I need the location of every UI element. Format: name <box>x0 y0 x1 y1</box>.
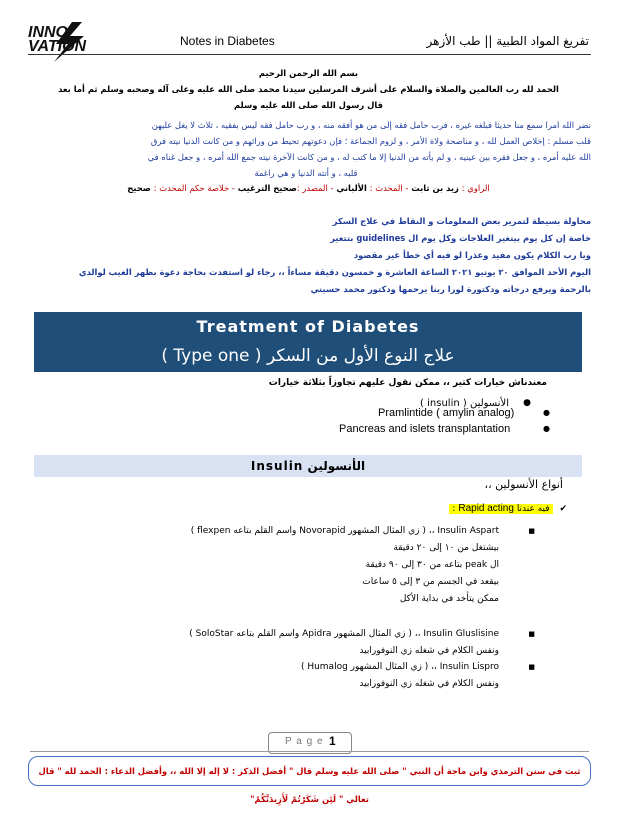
innovation-logo <box>10 22 122 62</box>
hadith-reference <box>0 183 617 193</box>
bullet-icon: ● <box>523 398 531 408</box>
types-heading: أنواع الأنسولين ،، <box>484 478 563 491</box>
hadith-text <box>21 117 591 181</box>
logo-line1: INNO <box>28 24 68 41</box>
note-line: اليوم الأحد الموافق ٢٠ يونيو ٢٠٢١ الساعة العاشرة و خمسون دقيقة مساءاً ،، رجاء لو استفدت بحاجة دعوة بظهر الغيب لوالدي <box>78 267 591 277</box>
note-line: خاصة إن كل يوم بيتغير العلاجات وكل يوم ال guidelines بتتغير <box>330 233 591 243</box>
square-bullet-icon: ■ <box>528 630 535 638</box>
note-line: محاولة بسيطة لتمرير بعض المعلومات و النقاط في علاج السكر <box>332 216 591 226</box>
note-line: ويا رب الكلام يكون مفيد وعذرا لو فيه أي خطأ غير مقصود <box>353 250 591 260</box>
option-item: ● الأنسولين ( insulin ) <box>420 395 509 412</box>
page-number: 1 <box>329 734 336 748</box>
ruling: صحيح <box>127 183 154 193</box>
insulin-detail: ممكن يتأخد في بداية الأكل <box>399 594 499 604</box>
rapid-acting-highlight: فيه عندنا Rapid acting : <box>449 504 552 514</box>
insulin-item-head: ■ Insulin Lispro ،، ( زي المثال المشهور Humalog ) <box>99 659 499 676</box>
bullet-icon: ● <box>543 408 550 417</box>
source: صحيح الترغيب <box>234 183 297 193</box>
option-item: Pramlintide ( amylin analog) <box>378 407 515 419</box>
insulin-item-head: ■ Insulin Gluslisine ،، ( زي المثال المشهور Apidra واسم القلم بتاعه SoloStar ) <box>79 626 499 643</box>
square-bullet-icon: ■ <box>528 527 535 535</box>
insulin-item-lispro <box>99 659 535 693</box>
muhaddith: الألباني <box>333 183 370 193</box>
footer-divider <box>30 751 589 752</box>
check-icon: ✔ <box>559 504 567 514</box>
header-divider <box>28 54 591 55</box>
note-line: بالرحمة ويرفع درجاته ودكتورة لورا ربنا يرحمها ودكتور محمد حسيني <box>310 284 591 294</box>
insulin-detail: ونفس الكلام في شغله زي النوفورابيد <box>359 646 499 656</box>
banner-title-en: Treatment of Diabetes <box>34 312 582 342</box>
intro-line1: الحمد لله رب العالمين والصلاة والسلام على أشرف المرسلين سيدنا محمد صلى الله عليه وعلى آله وصحبه وسلم ثم أما بعد <box>58 84 559 94</box>
page-label: P a g e <box>285 736 324 747</box>
source-label: - المصدر : <box>296 183 334 193</box>
hadith-line: قلبه ، و أتته الدنيا و هي راغمة <box>254 168 358 178</box>
insulin-detail: بيشتغل من ١٠ إلى ٢٠ دقيقة <box>393 543 499 553</box>
hadith-line: الله عليه أمره ، و جعل فقره بين عينيه ، و لم يأته من الدنيا إلا ما كتب له ، و من كانت الآخرة نيته جمع الله أمره ، و جعل غناه في <box>147 152 591 162</box>
muhaddith-label: - المحدث : <box>369 183 409 193</box>
hadith-line: نضر الله امرا سمع منا حديثا فبلغه غيره ، فرب حامل فقه إلى من هو أفقه منه ، و رب حامل فقه ليس بفقيه ، ثلاث لا يغل عليهن <box>151 120 591 130</box>
insulin-section-bar: الأنسولين Insulin <box>34 455 582 477</box>
narrator: زيد بن ثابت <box>408 183 462 193</box>
ruling-label: - خلاصة حكم المحدث : <box>153 183 235 193</box>
banner-title-ar: علاج النوع الأول من السكر ( Type one ) <box>34 342 582 372</box>
intro-line2: قال رسول الله صلى الله عليه وسلم <box>233 100 384 110</box>
bullet-icon: ● <box>543 424 550 433</box>
insulin-detail: بيقعد في الجسم من ٣ إلى ٥ ساعات <box>362 577 499 587</box>
logo-line2: VATION <box>28 38 87 55</box>
rapid-acting-label <box>449 502 567 516</box>
hadith-line: قلب مسلم : إخلاص العمل لله ، و مناصحة ولاة الأمر ، و لزوم الجماعة ؛ فإن دعوتهم تحيط من ورائهم و من كانت الدنيا نيته فرق <box>150 136 591 146</box>
basmala: بسم الله الرحمن الرحيم <box>258 68 359 78</box>
footer-quote: ثبت في سنن الترمذي وابن ماجة أن النبي " صلى الله عليه وسلم قال " أفضل الذكر : لا إله إلا الله ،، وأفضل الدعاء : الحمد لله " قال تعالي " لَئِن شَكَرْتُمْ لَأَزِيدَنَّكُمْ" <box>28 756 591 786</box>
author-notes <box>21 213 591 298</box>
insulin-detail: ال peak بتاعه من ٣٠ إلى ٩٠ دقيقة <box>365 560 499 570</box>
header-center-title: Notes in Diabetes <box>180 34 275 48</box>
narrator-label: الراوي : <box>461 183 490 193</box>
option-item: Pancreas and islets transplantation <box>339 423 511 435</box>
options-intro: معندناش خيارات كتير ،، ممكن نقول عليهم تجاوزاً بثلاثة خيارات <box>268 378 547 388</box>
insulin-item-aspart <box>99 523 535 608</box>
insulin-item-head: ■ Insulin Aspart ،، ( زي المثال المشهور Novorapid واسم القلم بتاعه flexpen ) <box>99 523 499 540</box>
insulin-item-glulisine <box>79 626 535 660</box>
insulin-detail: ونفس الكلام في شغله زي النوفورابيد <box>359 679 499 689</box>
header-right-title: تفريغ المواد الطبية || طب الأزهر <box>426 34 589 48</box>
square-bullet-icon: ■ <box>528 663 535 671</box>
